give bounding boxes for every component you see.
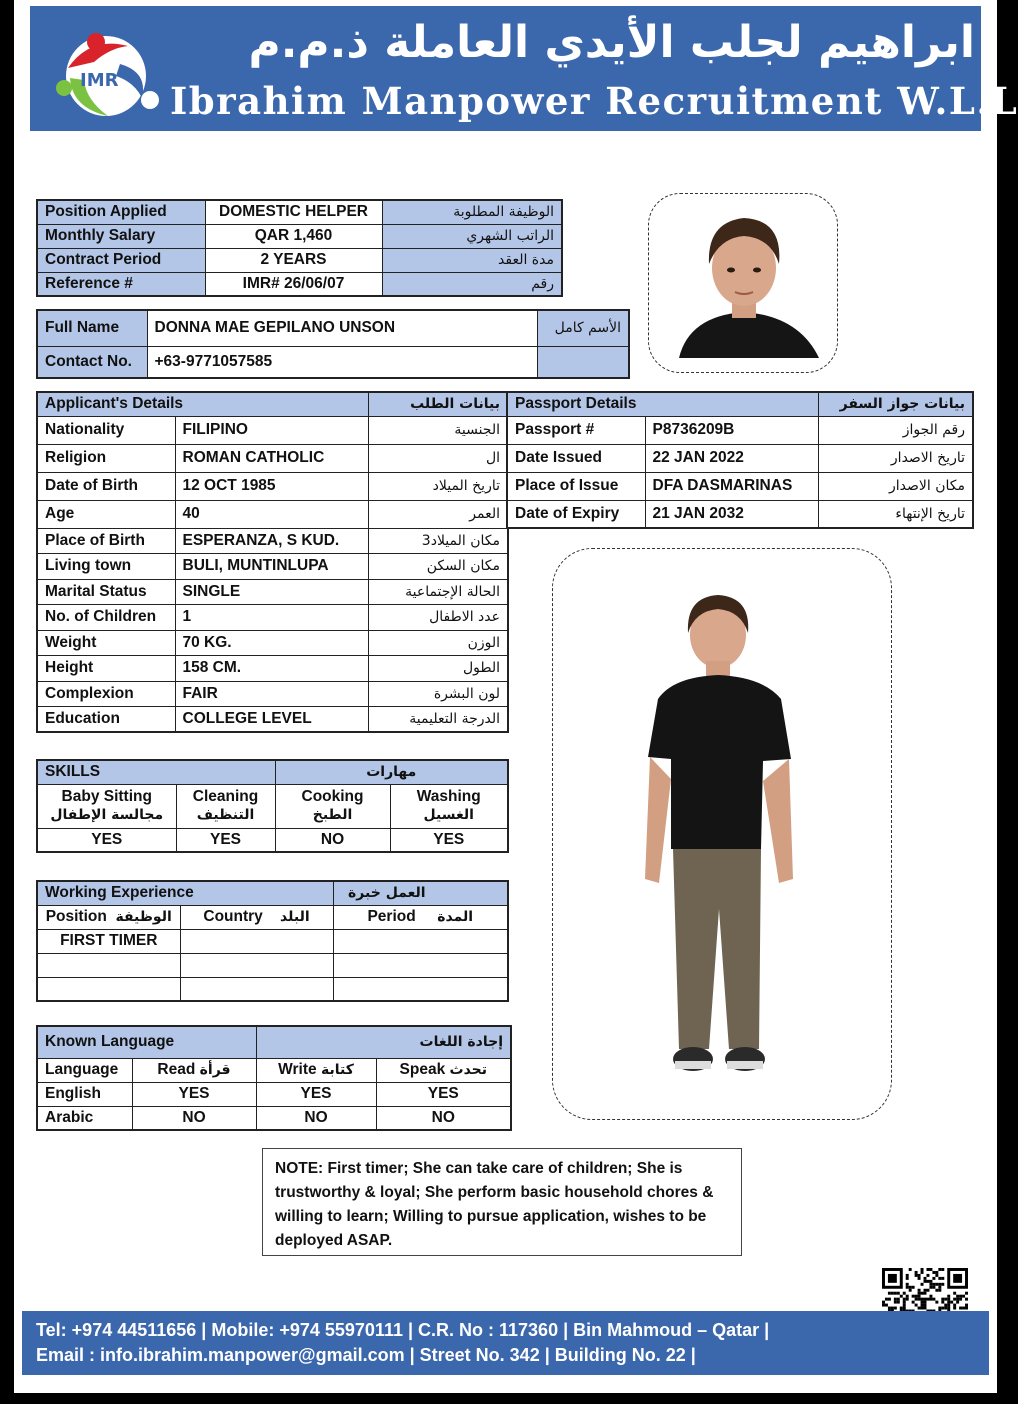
contact-value: +63-9771057585 <box>147 346 537 378</box>
applicant-field-value: ROMAN CATHOLIC <box>175 444 368 472</box>
language-title: Known Language <box>37 1026 256 1058</box>
position-label: Reference # <box>37 272 205 296</box>
passport-field-arabic: تاريخ الاصدار <box>818 444 973 472</box>
passport-field-label: Passport # <box>507 416 645 444</box>
company-header <box>30 6 1018 131</box>
applicant-field-label: Weight <box>37 630 175 656</box>
applicant-field-value: 40 <box>175 500 368 528</box>
name-contact-table <box>36 309 630 379</box>
applicant-field-label: Living town <box>37 554 175 580</box>
position-value: DOMESTIC HELPER <box>205 200 382 224</box>
company-logo <box>50 28 162 120</box>
position-label: Monthly Salary <box>37 224 205 248</box>
applicant-field-arabic: تاريخ الميلاد <box>368 472 508 500</box>
passport-field-label: Date of Expiry <box>507 500 645 528</box>
language-speak: YES <box>376 1082 511 1106</box>
skills-title-arabic: مهارات <box>275 760 508 784</box>
experience-country <box>180 929 333 953</box>
experience-position <box>37 953 180 977</box>
skill-label: Baby Sitting مجالسة الإطفال <box>37 784 176 828</box>
note-box: NOTE: First timer; She can take care of children; She is trustworthy & loyal; She perform basic household chores & willing to learn; Willing to pursue application, wishes to be deployed ASAP. <box>262 1148 742 1256</box>
passport-photo-frame <box>648 193 838 373</box>
arabic-company-name: ابراهيم لجلب الأيدي العاملة ذ.م.م <box>248 17 975 68</box>
experience-country <box>180 953 333 977</box>
col-read-header: Read قرأة <box>132 1058 256 1082</box>
applicant-field-value: BULI, MUNTINLUPA <box>175 554 368 580</box>
applicant-field-arabic: عدد الاطفال <box>368 605 508 631</box>
col-country-header: Country البلد <box>180 905 333 929</box>
experience-country <box>180 977 333 1001</box>
skill-label: Cooking الطبخ <box>275 784 390 828</box>
skill-value: NO <box>275 828 390 852</box>
applicant-field-label: Height <box>37 656 175 682</box>
experience-period <box>333 977 508 1001</box>
language-title-arabic: إجادة اللغات <box>256 1026 511 1058</box>
full-name-value: DONNA MAE GEPILANO UNSON <box>147 310 537 346</box>
position-row <box>37 200 562 224</box>
applicant-field-label: Religion <box>37 444 175 472</box>
position-label: Position Applied <box>37 200 205 224</box>
language-row <box>37 1106 511 1130</box>
applicant-field-arabic: الوزن <box>368 630 508 656</box>
applicant-row <box>37 416 508 444</box>
applicant-details-title: Applicant's Details <box>37 392 368 416</box>
language-name: English <box>37 1082 132 1106</box>
applicant-field-arabic: الطول <box>368 656 508 682</box>
footer-line-1: Tel: +974 44511656 | Mobile: +974 55970111 | C.R. No : 117360 | Bin Mahmoud – Qatar | <box>36 1320 770 1340</box>
applicant-row <box>37 707 508 733</box>
passport-field-value: 22 JAN 2022 <box>645 444 818 472</box>
position-arabic: الوظيفة المطلوبة <box>382 200 562 224</box>
applicant-field-label: Age <box>37 500 175 528</box>
contact-footer <box>22 1311 989 1375</box>
passport-field-label: Place of Issue <box>507 472 645 500</box>
applicant-field-label: Date of Birth <box>37 472 175 500</box>
passport-row <box>507 472 973 500</box>
full-name-arabic: الأسم كامل <box>537 310 629 346</box>
applicant-field-label: Marital Status <box>37 579 175 605</box>
applicant-field-arabic: الحالة الإجتماعية <box>368 579 508 605</box>
passport-details-title-arabic: بيانات جواز السفر <box>818 392 973 416</box>
position-value: QAR 1,460 <box>205 224 382 248</box>
applicant-row <box>37 554 508 580</box>
position-row <box>37 224 562 248</box>
passport-field-value: P8736209B <box>645 416 818 444</box>
passport-field-arabic: تاريخ الإنتهاء <box>818 500 973 528</box>
applicant-field-label: Nationality <box>37 416 175 444</box>
applicant-row <box>37 605 508 631</box>
skill-value: YES <box>176 828 275 852</box>
applicant-field-value: 158 CM. <box>175 656 368 682</box>
applicant-field-value: FILIPINO <box>175 416 368 444</box>
language-read: YES <box>132 1082 256 1106</box>
contact-arabic-cell <box>537 346 629 378</box>
experience-position <box>37 977 180 1001</box>
col-write-header: Write كتابة <box>256 1058 376 1082</box>
full-body-photo-frame <box>552 548 892 1120</box>
position-value: IMR# 26/06/07 <box>205 272 382 296</box>
applicant-field-value: ESPERANZA, S KUD. <box>175 528 368 554</box>
applicant-field-value: COLLEGE LEVEL <box>175 707 368 733</box>
applicant-field-arabic: مكان السكن <box>368 554 508 580</box>
applicant-field-value: 1 <box>175 605 368 631</box>
skills-table <box>36 759 509 853</box>
passport-field-label: Date Issued <box>507 444 645 472</box>
applicant-field-arabic: الدرجة التعليمية <box>368 707 508 733</box>
passport-field-value: 21 JAN 2032 <box>645 500 818 528</box>
passport-field-arabic: مكان الاصدار <box>818 472 973 500</box>
applicant-full-body-photo <box>553 549 893 1121</box>
col-speak-header: Speak تحدث <box>376 1058 511 1082</box>
position-table <box>36 199 563 297</box>
working-experience-table <box>36 880 509 1002</box>
language-row <box>37 1082 511 1106</box>
col-position-header: Position الوظيفة <box>37 905 180 929</box>
applicant-field-value: FAIR <box>175 681 368 707</box>
resume-page <box>14 0 1018 1393</box>
experience-title: Working Experience العمل خبرة <box>37 881 333 905</box>
applicant-row <box>37 528 508 554</box>
applicant-field-label: Place of Birth <box>37 528 175 554</box>
applicant-details-table <box>36 391 509 733</box>
known-language-table <box>36 1025 512 1131</box>
language-read: NO <box>132 1106 256 1130</box>
applicant-field-value: SINGLE <box>175 579 368 605</box>
col-period-header: Period المدة <box>333 905 508 929</box>
experience-period <box>333 929 508 953</box>
passport-row <box>507 444 973 472</box>
language-name: Arabic <box>37 1106 132 1130</box>
applicant-row <box>37 656 508 682</box>
applicant-field-label: No. of Children <box>37 605 175 631</box>
applicant-field-label: Complexion <box>37 681 175 707</box>
position-arabic: الراتب الشهري <box>382 224 562 248</box>
position-value: 2 YEARS <box>205 248 382 272</box>
contact-label: Contact No. <box>37 346 147 378</box>
english-company-name: Ibrahim Manpower Recruitment W.L.L <box>170 79 1018 123</box>
applicant-field-arabic: لون البشرة <box>368 681 508 707</box>
passport-field-arabic: رقم الجواز <box>818 416 973 444</box>
position-label: Contract Period <box>37 248 205 272</box>
experience-period <box>333 953 508 977</box>
applicant-details-title-arabic: بيانات الطلب <box>368 392 508 416</box>
applicant-field-arabic: العمر <box>368 500 508 528</box>
applicant-headshot <box>649 194 839 374</box>
passport-row <box>507 500 973 528</box>
full-name-label: Full Name <box>37 310 147 346</box>
experience-row <box>37 953 508 977</box>
applicant-row <box>37 444 508 472</box>
applicant-row <box>37 472 508 500</box>
language-speak: NO <box>376 1106 511 1130</box>
passport-field-value: DFA DASMARINAS <box>645 472 818 500</box>
footer-line-2: Email : info.ibrahim.manpower@gmail.com | Street No. 342 | Building No. 22 | <box>36 1345 696 1365</box>
position-arabic: رقم <box>382 272 562 296</box>
experience-row <box>37 977 508 1001</box>
skill-label: Cleaning التنظيف <box>176 784 275 828</box>
language-write: NO <box>256 1106 376 1130</box>
skill-value: YES <box>37 828 176 852</box>
position-row <box>37 248 562 272</box>
applicant-row <box>37 500 508 528</box>
language-write: YES <box>256 1082 376 1106</box>
passport-row <box>507 416 973 444</box>
applicant-row <box>37 630 508 656</box>
applicant-field-value: 12 OCT 1985 <box>175 472 368 500</box>
skill-value: YES <box>390 828 508 852</box>
applicant-field-arabic: الجنسية <box>368 416 508 444</box>
applicant-field-label: Education <box>37 707 175 733</box>
experience-position: FIRST TIMER <box>37 929 180 953</box>
passport-details-table <box>506 391 974 529</box>
passport-details-title: Passport Details <box>507 392 818 416</box>
applicant-field-value: 70 KG. <box>175 630 368 656</box>
col-language-header: Language <box>37 1058 132 1082</box>
experience-row <box>37 929 508 953</box>
applicant-field-arabic: ال <box>368 444 508 472</box>
svg-text:IMR: IMR <box>80 70 119 91</box>
applicant-row <box>37 681 508 707</box>
position-arabic: مدة العقد <box>382 248 562 272</box>
applicant-field-arabic: مكان الميلاد3 <box>368 528 508 554</box>
skill-label: Washing الغسيل <box>390 784 508 828</box>
skills-title: SKILLS <box>37 760 275 784</box>
position-row <box>37 272 562 296</box>
applicant-row <box>37 579 508 605</box>
